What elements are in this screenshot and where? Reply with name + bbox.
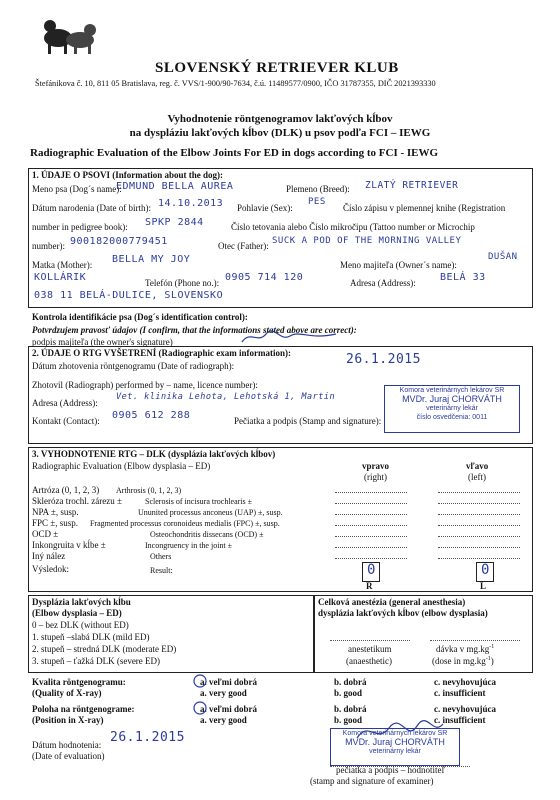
right-col-line-0 <box>335 492 407 493</box>
doc-title-sk-2: na dyspláziu lakťových kĺbov (DLK) u psov podľa FCI – IEWG <box>129 127 431 139</box>
exam-address-value: Vet. klinika Lehota, Lehotská 1, Martin <box>116 392 336 402</box>
address-value-2: 038 11 BELÁ-DULICE, SLOVENSKO <box>34 290 224 301</box>
examiner-stamp-line1: Komora veterinárnych lekárov SR <box>342 730 448 737</box>
contact-value: 0905 612 288 <box>112 410 191 421</box>
dose-sk <box>436 644 494 654</box>
quality-opt-a-sk: a. veľmi dobrá <box>200 677 257 687</box>
grade-3: 3. stupeň – ťažká DLK (severe ED) <box>32 656 161 666</box>
examiner-stamp-label: pečiatka a podpis – hodnotiteľ <box>336 765 446 775</box>
eval-row-5-en: Incongruency in the joint ± <box>145 541 233 550</box>
breed-label: Plemeno (Breed): <box>286 184 350 194</box>
eval-date-label: Dátum hodnotenia: <box>32 740 102 750</box>
eval-row-5-sk: Inkongruita v kĺbe ± <box>32 540 106 550</box>
left-col-line-1 <box>438 503 520 504</box>
quality-opt-a-en: a. very good <box>200 688 247 698</box>
result-right-value: 0 <box>367 562 376 578</box>
grades-heading-en: (Elbow dysplasia – ED) <box>32 608 122 618</box>
quality-opt-c-sk: c. nevyhovujúca <box>434 677 497 687</box>
right-col-line-2 <box>335 514 407 515</box>
right-col-line-5 <box>335 547 407 548</box>
exam-stamp-line2: MVDr. Juraj CHORVÁTH <box>402 394 502 404</box>
chip-value: 900182000779451 <box>70 236 168 247</box>
section1-heading: 1. ÚDAJE O PSOVI (Information about the dog): <box>32 170 224 180</box>
grades-heading-sk: Dysplázia lakťových kĺbu <box>32 597 131 607</box>
left-col-line-3 <box>438 525 520 526</box>
anesthesia-heading-1: Celková anestézia (general anesthesia) <box>318 597 466 607</box>
eval-row-0-en: Arthrosis (0, 1, 2, 3) <box>116 486 182 495</box>
control-confirm: Potvrdzujem pravosť údajov (I confirm, that the informations stated above are correct): <box>32 325 357 335</box>
dose-sk-text: dávka v mg.kg <box>436 644 490 654</box>
father-value: SUCK A POD OF THE MORNING VALLEY <box>272 236 462 246</box>
owner-signature-label: podpis majiteľa (the owner's signature) <box>32 337 173 347</box>
right-col-line-1 <box>335 503 407 504</box>
owner-signature <box>240 328 340 346</box>
performed-by-label: Zhotovil (Radiograph) performed by – name, licence number): <box>32 380 258 390</box>
father-label: Otec (Father): <box>218 241 269 251</box>
position-opt-c-sk: c. nevyhovujúca <box>434 704 497 714</box>
pedigree-label: number in pedigree book): <box>32 222 128 232</box>
registration-label: Číslo zápisu v plemennej knihe (Registration <box>343 203 506 213</box>
quality-label-en: (Quality of X-ray) <box>32 688 102 698</box>
exam-stamp-line3: veterinárny lekár <box>426 405 478 412</box>
club-name: SLOVENSKÝ RETRIEVER KLUB <box>155 60 399 76</box>
breed-value: ZLATÝ RETRIEVER <box>365 180 459 191</box>
club-logo <box>40 14 100 56</box>
dog-name-label: Meno psa (Dog´s name): <box>32 184 122 194</box>
grade-2: 2. stupeň – stredná DLK (moderate ED) <box>32 644 177 654</box>
quality-opt-b-sk: b. dobrá <box>334 677 367 687</box>
examiner-stamp-line2: MVDr. Juraj CHORVÁTH <box>345 737 445 747</box>
left-col-line-4 <box>438 536 520 537</box>
right-label-sk: vpravo <box>362 461 389 471</box>
section2-heading: 2. ÚDAJE O RTG VYŠETRENÍ (Radiographic exam information): <box>32 348 292 358</box>
right-col-line-3 <box>335 525 407 526</box>
left-col-line-5 <box>438 547 520 548</box>
owner-value-2: KOLLÁRIK <box>34 272 87 283</box>
quality-opt-c-en: c. insufficient <box>434 688 486 698</box>
radiograph-date-label: Dátum zhotovenia röntgenogramu (Date of radiograph): <box>32 361 235 371</box>
anesthetic-line <box>330 640 410 641</box>
owner-label: Meno majiteľa (Owner´s name): <box>340 260 457 270</box>
anesthetic-en: (anaesthetic) <box>346 656 392 666</box>
examiner-signature <box>355 718 445 746</box>
dose-en-close: ) <box>490 656 494 666</box>
result-right-letter: R <box>366 581 373 591</box>
right-col-line-6 <box>335 558 407 559</box>
position-label-en: (Position in X-ray) <box>32 715 104 725</box>
eval-date-en: (Date of evaluation) <box>32 751 105 761</box>
dose-line <box>430 640 520 641</box>
dob-value: 14.10.2013 <box>158 198 224 209</box>
eval-row-2-sk: NPA ±, susp. <box>32 507 79 517</box>
position-opt-b-en: b. good <box>334 715 363 725</box>
position-opt-a-en: a. very good <box>200 715 247 725</box>
examiner-stamp-line3: veterinárny lekár <box>369 748 421 755</box>
examiner-stamp-label-en: (stamp and signature of examiner) <box>310 776 434 786</box>
section3-heading: 3. VYHODNOTENIE RTG – DLK (dysplázia lakťových kĺbov) <box>32 449 276 459</box>
eval-row-2-en: Ununited processus anconeus (UAP) ±, susp. <box>138 508 283 517</box>
sex-label: Pohlavie (Sex): <box>237 203 293 213</box>
anesthesia-heading-2: dysplázia lakťových kĺbov (elbow dysplasia) <box>318 608 488 618</box>
eval-row-1-en: Sclerosis of incisura trochlearis ± <box>145 497 253 506</box>
right-label-en: (right) <box>364 472 387 482</box>
position-opt-b-sk: b. dobrá <box>334 704 367 714</box>
position-circle-mark <box>193 701 207 715</box>
result-left-letter: L <box>480 581 487 591</box>
dog-name-value: EDMUND BELLA AUREA <box>116 181 234 192</box>
club-address: Štefánikova č. 10, 811 05 Bratislava, reg. č. VVS/1-900/90-7634, č.ú. 11489577/0900, IČO 31787355, DIČ 2021393330 <box>35 79 436 88</box>
anesthetic-sk: anestetikum <box>348 644 392 654</box>
eval-row-0-sk: Artróza (0, 1, 2, 3) <box>32 485 100 495</box>
section3-subheading: Radiographic Evaluation (Elbow dysplasia – ED) <box>32 461 211 471</box>
left-col-line-2 <box>438 514 520 515</box>
phone-label: Telefón (Phone no.): <box>145 278 220 288</box>
eval-row-1-sk: Skleróza trochl. zárezu ± <box>32 496 122 506</box>
quality-label-sk: Kvalita röntgenogramu: <box>32 677 126 687</box>
exam-address-label: Adresa (Address): <box>32 398 98 408</box>
eval-row-6-en: Others <box>150 552 172 561</box>
address-label: Adresa (Address): <box>350 278 416 288</box>
mother-label: Matka (Mother): <box>32 260 93 270</box>
dose-en-sup: -1 <box>485 656 491 662</box>
sex-value: PES <box>308 197 326 207</box>
result-left-value: 0 <box>481 562 490 578</box>
eval-row-7-sk: Výsledok: <box>32 564 69 574</box>
chip-number-label: number): <box>32 241 65 251</box>
control-heading: Kontrola identifikácie psa (Dog´s identification control): <box>32 312 248 322</box>
exam-stamp-line4: číslo osvedčenia: 0011 <box>416 414 488 421</box>
mother-value: BELLA MY JOY <box>112 254 191 265</box>
dose-en <box>432 656 494 666</box>
grade-1: 1. stupeň –slabá DLK (mild ED) <box>32 632 150 642</box>
left-col-line-0 <box>438 492 520 493</box>
position-label-sk: Poloha na röntgenograme: <box>32 704 135 714</box>
grade-0: 0 – bez DLK (without ED) <box>32 620 129 630</box>
pedigree-value: SPKP 2844 <box>145 217 204 228</box>
eval-row-4-sk: OCD ± <box>32 529 59 539</box>
tattoo-label: Číslo tetovania alebo Číslo mikročipu (Tattoo number or Microchip <box>231 222 475 232</box>
phone-value: 0905 714 120 <box>225 272 304 283</box>
left-label-sk: vľavo <box>466 461 489 471</box>
dose-sk-sup: -1 <box>489 644 495 650</box>
right-col-line-4 <box>335 536 407 537</box>
eval-row-4-en: Osteochondritis dissecans (OCD) ± <box>150 530 264 539</box>
position-opt-a-sk: a. veľmi dobrá <box>200 704 257 714</box>
owner-value-1: DUŠAN <box>488 252 518 262</box>
dob-label: Dátum narodenia (Date of birth): <box>32 203 151 213</box>
address-value-1: BELÁ 33 <box>440 272 486 283</box>
exam-stamp-label: Pečiatka a podpis (Stamp and signature): <box>234 416 382 426</box>
exam-stamp-line1: Komora veterinárnych lekárov SR <box>399 387 505 394</box>
contact-label: Kontakt (Contact): <box>32 416 100 426</box>
eval-date-value: 26.1.2015 <box>110 730 185 745</box>
eval-row-3-sk: FPC ±, susp. <box>32 518 78 528</box>
doc-title-en: Radiographic Evaluation of the Elbow Joints For ED in dogs according to FCI - IEWG <box>30 147 439 159</box>
exam-stamp <box>384 385 520 433</box>
radiograph-date-value: 26.1.2015 <box>346 352 421 367</box>
left-label-en: (left) <box>468 472 486 482</box>
eval-row-7-en: Result: <box>150 566 173 575</box>
eval-row-3-en: Fragmented processus coronoideus medialis (FPC) ±, susp. <box>90 519 280 528</box>
left-col-line-6 <box>438 558 520 559</box>
doc-title-sk-1: Vyhodnotenie röntgenogramov lakťových kĺbov <box>167 113 393 125</box>
quality-opt-b-en: b. good <box>334 688 363 698</box>
position-opt-c-en: c. insufficient <box>434 715 486 725</box>
eval-row-6-sk: Iný nález <box>32 551 66 561</box>
dose-en-text: (dose in mg.kg <box>432 656 486 666</box>
quality-circle-mark <box>193 674 207 688</box>
